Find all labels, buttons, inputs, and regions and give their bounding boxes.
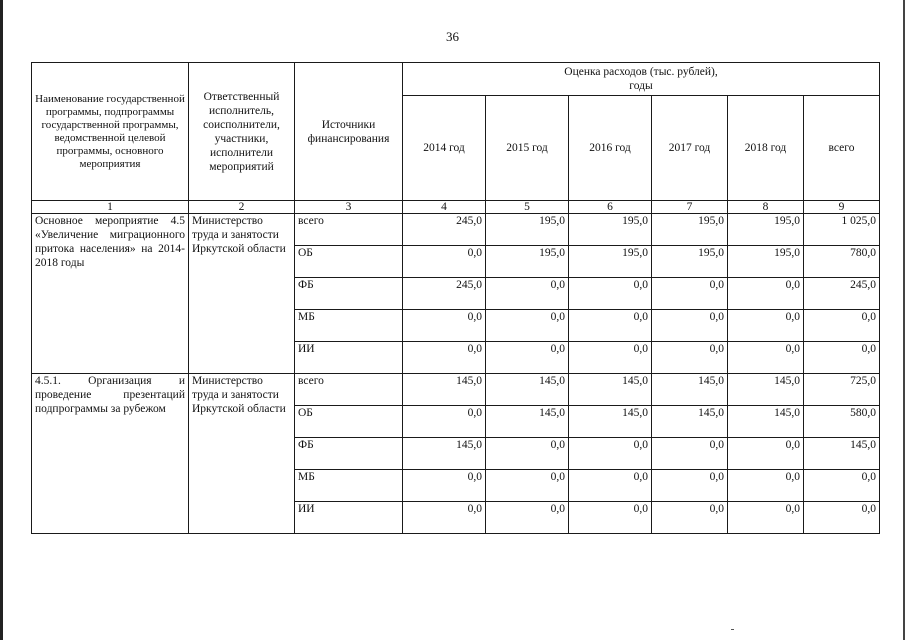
expense-value: 0,0 [804, 342, 880, 374]
funding-source: ИИ [295, 502, 403, 534]
header-year-2015: 2015 год [486, 96, 569, 201]
funding-source: МБ [295, 470, 403, 502]
expense-value: 0,0 [486, 438, 569, 470]
activity-name: 4.5.1. Организация и проведение презентаций подпрограммы за рубежом [32, 374, 189, 534]
expense-value: 0,0 [569, 470, 652, 502]
expense-value: 0,0 [403, 470, 486, 502]
column-number: 8 [728, 201, 804, 214]
column-number: 4 [403, 201, 486, 214]
expense-value: 0,0 [652, 502, 728, 534]
header-funding-sources: Источники финансирования [295, 63, 403, 201]
expense-value: 0,0 [569, 438, 652, 470]
expense-value: 580,0 [804, 406, 880, 438]
expense-value: 195,0 [652, 214, 728, 246]
expense-value: 0,0 [569, 342, 652, 374]
expense-value: 0,0 [728, 438, 804, 470]
header-executor: Ответственный исполнитель, соисполнители, участники, исполнители мероприятий [189, 63, 295, 201]
expense-value: 145,0 [652, 406, 728, 438]
expense-value: 0,0 [652, 278, 728, 310]
expense-value: 0,0 [486, 342, 569, 374]
header-total: всего [804, 96, 880, 201]
column-number: 6 [569, 201, 652, 214]
column-number: 1 [32, 201, 189, 214]
expense-value: 0,0 [403, 310, 486, 342]
expense-value: 0,0 [486, 310, 569, 342]
expense-value: 0,0 [728, 470, 804, 502]
header-year-2016: 2016 год [569, 96, 652, 201]
expense-value: 195,0 [486, 246, 569, 278]
expense-value: 195,0 [652, 246, 728, 278]
expense-value: 195,0 [569, 246, 652, 278]
expense-value: 0,0 [728, 310, 804, 342]
expense-value: 145,0 [728, 374, 804, 406]
expense-value: 145,0 [652, 374, 728, 406]
expense-value: 145,0 [804, 438, 880, 470]
expense-value: 0,0 [728, 502, 804, 534]
header-year-2018: 2018 год [728, 96, 804, 201]
scan-speck [731, 629, 734, 630]
header-year-2014: 2014 год [403, 96, 486, 201]
expense-value: 145,0 [486, 374, 569, 406]
funding-source: всего [295, 214, 403, 246]
scan-left-edge [0, 0, 3, 640]
column-number: 7 [652, 201, 728, 214]
expense-value: 0,0 [569, 278, 652, 310]
expense-value: 0,0 [652, 438, 728, 470]
expense-value: 195,0 [569, 214, 652, 246]
expense-value: 0,0 [486, 278, 569, 310]
table-header [32, 63, 880, 214]
funding-source: ИИ [295, 342, 403, 374]
expense-value: 245,0 [403, 214, 486, 246]
expense-value: 0,0 [403, 502, 486, 534]
expense-value: 780,0 [804, 246, 880, 278]
expense-value: 0,0 [804, 502, 880, 534]
expense-value: 145,0 [403, 374, 486, 406]
column-number: 9 [804, 201, 880, 214]
header-program-name: Наименование государственной программы, подпрограммы государственной программы, ведомственной целевой программы, основного мероприятия [32, 63, 189, 201]
expense-value: 0,0 [569, 310, 652, 342]
expense-value: 0,0 [403, 246, 486, 278]
expense-value: 0,0 [804, 310, 880, 342]
funding-source: ФБ [295, 438, 403, 470]
table-row [32, 214, 880, 246]
expense-value: 0,0 [403, 406, 486, 438]
responsible-executor: Министерство труда и занятости Иркутской области [189, 214, 295, 374]
header-year-2017: 2017 год [652, 96, 728, 201]
expense-value: 195,0 [728, 214, 804, 246]
funding-source: ОБ [295, 246, 403, 278]
header-cost-estimate: Оценка расходов (тыс. рублей), годы [403, 63, 880, 96]
expense-value: 0,0 [804, 470, 880, 502]
expense-value: 245,0 [403, 278, 486, 310]
funding-source: ОБ [295, 406, 403, 438]
expense-value: 145,0 [728, 406, 804, 438]
responsible-executor: Министерство труда и занятости Иркутской области [189, 374, 295, 534]
budget-table [31, 62, 880, 534]
expense-value: 1 025,0 [804, 214, 880, 246]
expense-value: 245,0 [804, 278, 880, 310]
expense-value: 145,0 [403, 438, 486, 470]
expense-value: 0,0 [403, 342, 486, 374]
column-number: 2 [189, 201, 295, 214]
table-body [32, 214, 880, 534]
expense-value: 0,0 [486, 470, 569, 502]
column-number: 3 [295, 201, 403, 214]
funding-source: МБ [295, 310, 403, 342]
expense-value: 0,0 [728, 342, 804, 374]
expense-value: 195,0 [728, 246, 804, 278]
expense-value: 145,0 [569, 406, 652, 438]
activity-name: Основное мероприятие 4.5 «Увеличение миграционного притока населения» на 2014-2018 годы [32, 214, 189, 374]
expense-value: 725,0 [804, 374, 880, 406]
column-number-row [32, 201, 880, 214]
expense-value: 145,0 [486, 406, 569, 438]
expense-value: 0,0 [728, 278, 804, 310]
table-row [32, 374, 880, 406]
expense-value: 145,0 [569, 374, 652, 406]
funding-source: ФБ [295, 278, 403, 310]
expense-value: 0,0 [486, 502, 569, 534]
column-number: 5 [486, 201, 569, 214]
expense-value: 0,0 [652, 342, 728, 374]
expense-value: 0,0 [569, 502, 652, 534]
expense-value: 195,0 [486, 214, 569, 246]
funding-source: всего [295, 374, 403, 406]
expense-value: 0,0 [652, 470, 728, 502]
expense-value: 0,0 [652, 310, 728, 342]
page-number: 36 [446, 29, 459, 44]
